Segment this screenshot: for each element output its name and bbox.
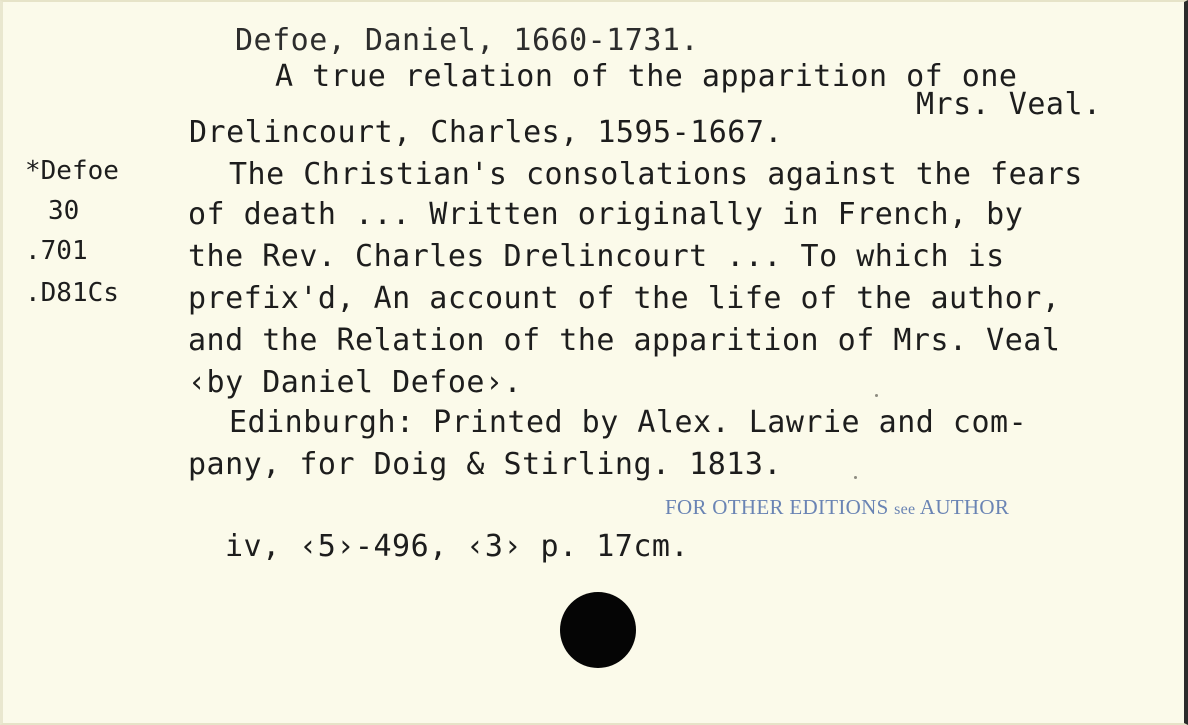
body-line-6: ‹by Daniel Defoe›. (188, 365, 523, 400)
call-number-line-4: .D81Cs (25, 278, 119, 308)
body-line-1: The Christian's consolations against the fears (229, 157, 1083, 192)
card-punch-hole (560, 592, 636, 668)
body-line-2: of death ... Written originally in French, by (188, 197, 1024, 232)
stamp-main-text: FOR OTHER EDITIONS (665, 495, 889, 519)
main-entry-title-line-2: Mrs. Veal. (916, 87, 1102, 122)
main-entry-heading: Defoe, Daniel, 1660-1731. (235, 23, 700, 58)
call-number-line-1: *Defoe (25, 156, 119, 186)
added-author-heading: Drelincourt, Charles, 1595-1667. (189, 115, 783, 150)
call-number-line-3: .701 (25, 236, 88, 266)
body-line-3: the Rev. Charles Drelincourt ... To which is (188, 239, 1005, 274)
main-entry-title-line-1: A true relation of the apparition of one (275, 59, 1018, 94)
body-line-4: prefix'd, An account of the life of the author, (188, 281, 1061, 316)
collation-line: iv, ‹5›-496, ‹3› p. 17cm. (225, 529, 690, 564)
body-line-5: and the Relation of the apparition of Mrs. Veal (188, 323, 1061, 358)
imprint-line-2: pany, for Doig & Stirling. 1813. (188, 447, 782, 482)
stamp-see-text: see (894, 501, 916, 518)
imprint-line-1: Edinburgh: Printed by Alex. Lawrie and com- (229, 405, 1028, 440)
call-number-line-2: 30 (48, 196, 80, 226)
paper-speck (875, 394, 878, 397)
stamp-author-text: AUTHOR (919, 495, 1010, 519)
other-editions-stamp (665, 495, 1009, 520)
paper-speck (854, 476, 857, 479)
